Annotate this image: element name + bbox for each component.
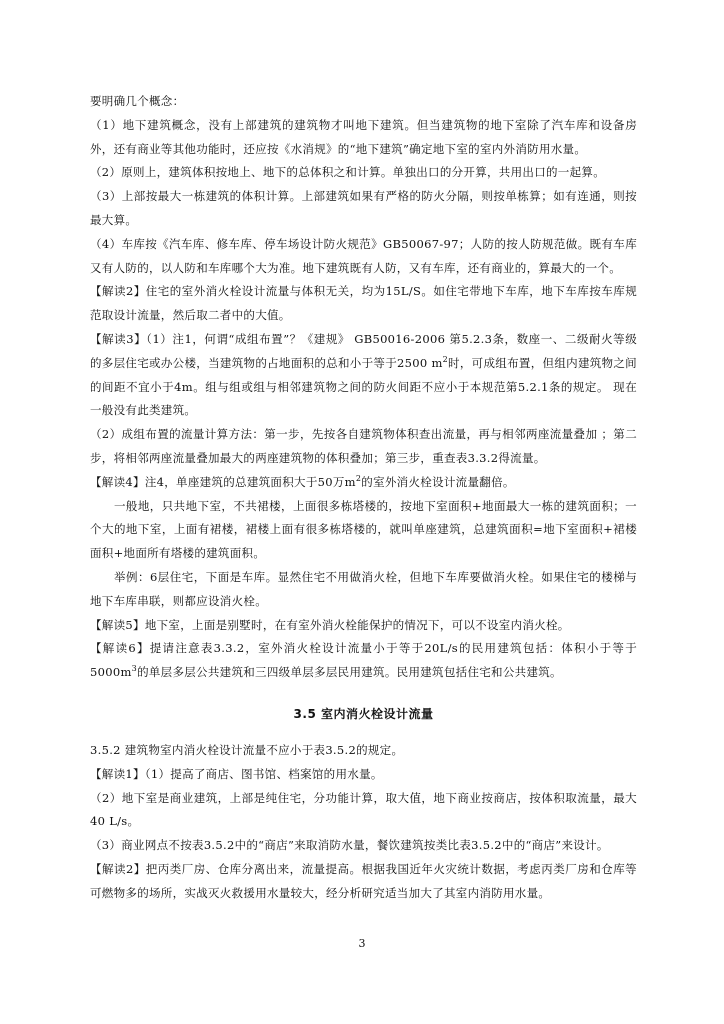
paragraph-interpretation-4	[90, 471, 637, 495]
paragraph-item-2: （2）地下室是商业建筑，上部是纯住宅，分功能计算，取大值，地下商业按商店，按体积取流量，最大40 L/s。	[90, 790, 637, 829]
text-segment: 【解读3】（1）注1，何谓“成组布置”？《建规》 GB50016-2006 第5.2.3条，数座一、二级耐火等级的多层住宅或办公楼，当建筑物的占地面积的总和小于等于2500 m	[90, 331, 637, 370]
text-segment: 【解读4】注4，单座建筑的总建筑面积大于50万m	[90, 474, 356, 489]
paragraph-clause-3-5-2: 3.5.2 建筑物室内消火栓设计流量不应小于表3.5.2的规定。	[90, 742, 404, 757]
superscript: 2	[442, 354, 449, 364]
paragraph-interpretation-3-2: （2）成组布置的流量计算方法：第一步，先按各自建筑物体积查出流量，再与相邻两座流量叠加 ；第二步，将相邻两座流量叠加最大的两座建筑物的体积叠加；第三步，重查表3.3.2得流量。	[90, 427, 637, 465]
paragraph-concept-1: （1）地下建筑概念，没有上部建筑的建筑物才叫地下建筑。但当建筑物的地下室除了汽车库和设备房外，还有商业等其他功能时，还应按《水消规》的“地下建筑”确定地下室的室内外消防用水量。	[90, 117, 637, 156]
paragraph-interpretation-1: 【解读1】（1）提高了商店、图书馆、档案馆的用水量。	[90, 766, 383, 781]
paragraph-concept-2: （2）原则上，建筑体积按地上、地下的总体积之和计算。单独出口的分开算，共用出口的一起算。	[90, 165, 606, 180]
text-segment: 的室外消火栓设计流量翻倍。	[361, 474, 515, 489]
paragraph-interpretation-6	[90, 637, 637, 685]
paragraph-interpretation-3-1	[90, 328, 637, 423]
paragraph-intro: 要明确几个概念：	[90, 94, 185, 108]
superscript: 3	[131, 664, 138, 674]
paragraph-concept-4: （4）车库按《汽车库、修车库、停车场设计防火规范》GB50067-97；人防的按人防规范做。既有车库又有人防的，以人防和车库哪个大为准。地下建筑既有人防，又有车库，还有商业的，算最大的一个。	[90, 236, 637, 275]
paragraph-interpretation-5: 【解读5】地下室，上面是别墅时，在有室外消火栓能保护的情况下，可以不设室内消火栓。	[90, 617, 570, 632]
text-segment: 时，可成组布置，但组内建筑物之间的间距不宜小于4m。组与组或组与相邻建筑物之间的防火间距不应小于本规范第5.2.1条的规定。 现在一般没有此类建筑。	[90, 355, 637, 418]
page-number: 3	[358, 937, 366, 950]
page-content	[90, 90, 637, 906]
paragraph-example: 举例：6层住宅，下面是车库。显然住宅不用做消火栓，但地下车库要做消火栓。如果住宅的楼梯与地下车库串联，则都应设消火栓。	[90, 569, 637, 608]
paragraph-interpretation-2: 【解读2】住宅的室外消火栓设计流量与体积无关，均为15L/S。如住宅带地下车库，地下车库按车库规范取设计流量，然后取二者中的大值。	[90, 284, 637, 323]
paragraph-item-3: （3）商业网点不按表3.5.2中的“商店”来取消防水量，餐饮建筑按类比表3.5.2中的“商店”来设计。	[90, 838, 609, 853]
text-segment: 的单层多层公共建筑和三四级单层多层民用建筑。民用建筑包括住宅和公共建筑。	[137, 665, 562, 680]
superscript: 2	[355, 473, 362, 483]
text-segment: 【解读6】提请注意表3.3.2，室外消火栓设计流量小于等于20L/s的民用建筑包括：体积小于等于5000m	[90, 641, 637, 680]
paragraph-general-case: 一般地，只共地下室，不共裙楼，上面很多栋塔楼的，按地下室面积+地面最大一栋的建筑面积；一个大的地下室，上面有裙楼，裙楼上面有很多栋塔楼的，就叫单座建筑，总建筑面积=地下室面积+裙楼面积+地面所有塔楼的建筑面积。	[90, 498, 637, 561]
paragraph-concept-3: （3）上部按最大一栋建筑的体积计算。上部建筑如果有严格的防火分隔，则按单栋算；如有连通，则按最大算。	[90, 189, 637, 227]
section-title: 3.5 室内消火栓设计流量	[293, 706, 434, 721]
paragraph-interpretation-2b: 【解读2】把丙类厂房、仓库分离出来，流量提高。根据我国近年火灾统计数据，考虑丙类厂房和仓库等可燃物多的场所，实战灭火救援用水量较大，经分析研究适当加大了其室内消防用水量。	[90, 861, 637, 900]
